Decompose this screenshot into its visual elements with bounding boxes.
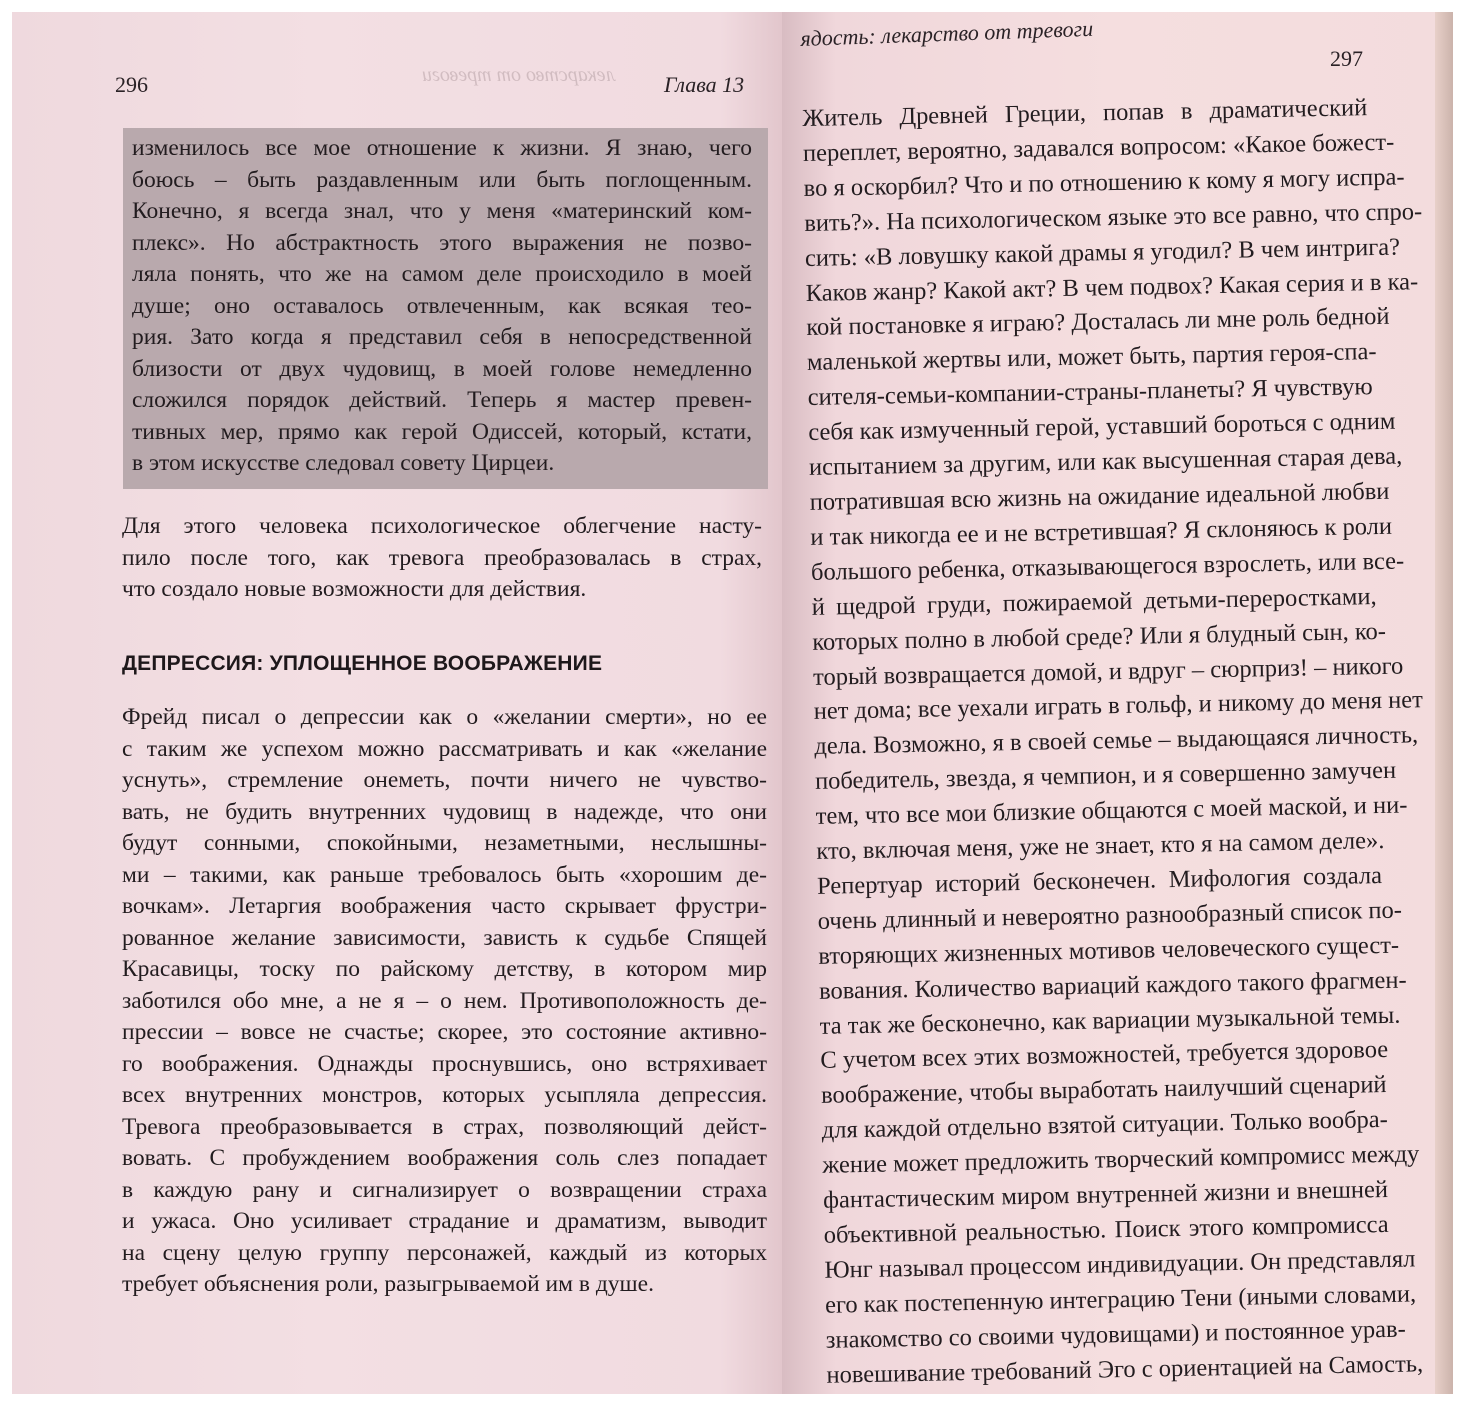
text-line: во я оскорбил? Что и по отношению к кому я могу испра-: [803, 163, 1405, 202]
text-line: та так же бесконечно, как вариации музыкальной темы.: [819, 1001, 1401, 1040]
text-line: боюсь – быть раздавленным или быть поглощенным.: [132, 166, 752, 193]
text-line: знакомство со своими чудовищами) и постоянное урав-: [825, 1315, 1406, 1354]
quote-text: [132, 133, 752, 480]
text-line: рованное желание зависимости, зависть к судьбе Спящей: [122, 924, 767, 951]
text-line: Житель Древней Греции, попав в драматический: [802, 94, 1368, 132]
text-line: которых полно в любой среде? Или я блудный сын, ко-: [812, 617, 1387, 656]
text-line: близости от двух чудовищ, в моей голове немедленно: [132, 355, 752, 382]
text-line: очень длинный и невероятно разнообразный список по-: [817, 896, 1403, 935]
text-line: на сцену целую группу персонажей, каждый из которых: [122, 1239, 767, 1266]
text-line: в каждую рану и сигнализирует о возвращении страха: [122, 1176, 767, 1203]
bleed-through-text: лекарство от тревоги: [422, 64, 615, 86]
text-line: ляла понять, что же на самом деле происходило в моей: [132, 261, 752, 287]
text-line: всех внутренних монстров, которых усыпляла депрессия.: [122, 1082, 767, 1108]
text-line: плекс». Но абстрактность этого выражения не позво-: [132, 229, 752, 256]
section-heading: ДЕПРЕССИЯ: УПЛОЩЕННОЕ ВООБРАЖЕНИЕ: [122, 652, 603, 675]
left-page-number: 296: [115, 72, 148, 97]
text-line: требует объяснения роли, разыгрываемой им в душе.: [122, 1271, 654, 1297]
text-line: Конечно, я всегда знал, что у меня «материнский ком-: [132, 198, 752, 224]
text-line: тем, что все мои близкие общаются с моей маской, и ни-: [815, 791, 1408, 830]
text-line: будут сонными, спокойными, незаметными, неслышны-: [122, 830, 767, 856]
text-line: вить?». На психологическом языке это все равно, что спро-: [804, 197, 1423, 237]
text-line: в этом искусстве следовал совету Цирцеи.: [132, 450, 555, 476]
text-line: и ужаса. Оно усиливает страдание и драматизм, выводит: [122, 1208, 767, 1234]
text-line: сить: «В ловушку какой драмы я угодил? В чем интрига?: [804, 233, 1401, 272]
text-line: его как постепенную интеграцию Тени (иными словами,: [824, 1280, 1417, 1319]
text-line: вования. Количество вариаций каждого такого фрагмен-: [818, 966, 1407, 1005]
text-line: й щедрой груди, пожираемой детьми-переростками,: [811, 582, 1377, 621]
text-line: вторяющих жизненных мотивов человеческого сущест-: [818, 931, 1400, 970]
text-line: потратившая всю жизнь на ожидание идеальной любви: [809, 477, 1390, 516]
text-line: что создало новые возможности для действия.: [122, 576, 587, 602]
text-line: Тревога преобразовывается в страх, позволяющий дейст-: [122, 1113, 767, 1140]
text-line: для каждой отдельно взятой ситуации. Только вообра-: [821, 1106, 1389, 1145]
text-line: го воображения. Однажды проснувшись, оно встряхивает: [122, 1050, 767, 1077]
text-line: ми – такими, как раньше требовалось быть «хорошим де-: [122, 861, 767, 888]
text-line: большого ребенка, отказывающегося взрослеть, или все-: [810, 547, 1405, 586]
text-line: С учетом всех этих возможностей, требуется здоровое: [820, 1036, 1389, 1075]
left-body-text: [122, 702, 767, 1301]
text-line: и так никогда ее и не встретившая? Я склоняюсь к роли: [810, 512, 1393, 551]
right-body-text: [802, 91, 1424, 1393]
text-line: Для этого человека психологическое облегчение насту-: [122, 513, 762, 539]
text-line: фантастическим миром внутренней жизни и внешней: [822, 1176, 1389, 1214]
text-line: рия. Зато когда я представил себя в непосредственной: [132, 324, 752, 350]
text-line: торый возвращается домой, и вдруг – сюрприз! – никого: [812, 652, 1404, 691]
text-line: вочкам». Летаргия воображения часто скрывает фрустри-: [122, 893, 767, 919]
text-line: кой постановке я играю? Досталась ли мне роль бедной: [806, 303, 1390, 342]
text-line: себя как измученный герой, уставший бороться с одним: [808, 407, 1396, 447]
left-running-head: Глава 13: [664, 72, 745, 97]
text-line: изменилось все мое отношение к жизни. Я знаю, чего: [132, 135, 752, 161]
right-page-number: 297: [1330, 46, 1363, 71]
text-line: сителя-семьи-компании-страны-планеты? Я чувствую: [807, 373, 1373, 412]
text-line: душе; оно оставалось отвлеченным, как всякая тео-: [132, 292, 752, 319]
right-running-head: ядость: лекарство от тревоги: [800, 15, 1094, 51]
text-line: маленькой жертвы или, может быть, партия героя-спа-: [806, 338, 1377, 377]
text-line: воображение, чтобы выработать наилучший сценарий: [820, 1071, 1387, 1110]
text-line: кто, включая меня, уже не знает, кто я на самом деле».: [816, 826, 1385, 865]
text-line: тивных мер, прямо как герой Одиссей, который, кстати,: [132, 418, 752, 445]
page-edge: [1435, 12, 1453, 1394]
text-line: пило после того, как тревога преобразовалась в страх,: [122, 544, 762, 571]
text-line: вать, не будить внутренних чудовищ в надежде, что они: [122, 798, 767, 825]
text-line: Репертуар историй бесконечен. Мифология создала: [816, 861, 1383, 900]
text-line: сложился порядок действий. Теперь я мастер превен-: [132, 387, 752, 413]
left-page: [12, 12, 782, 1394]
text-line: заботился обо мне, а не я – о нем. Противоположность де-: [122, 987, 767, 1014]
text-line: нет дома; все уехали играть в гольф, и никому до меня нет: [813, 686, 1424, 726]
text-line: с таким же успехом можно рассматривать и как «желание: [122, 735, 767, 762]
text-line: вовать. С пробуждением воображения соль слез попадает: [122, 1145, 767, 1171]
text-line: переплет, вероятно, задавался вопросом: «Какое божест-: [802, 128, 1395, 167]
text-line: Красавицы, тоску по райскому детству, в котором мир: [122, 956, 767, 982]
text-line: жение может предложить творческий компромисс между: [822, 1140, 1420, 1179]
text-line: Каков жанр? Какой акт? В чем подвох? Какая серия и в ка-: [805, 267, 1419, 307]
text-line: новешивание требований Эго с ориентацией на Самость,: [826, 1349, 1424, 1389]
text-line: Юнг называл процессом индивидуации. Он представлял: [824, 1245, 1416, 1284]
text-line: испытанием за другим, или как высушенная старая дева,: [808, 442, 1403, 481]
text-line: уснуть», стремление онеметь, почти ничего не чувство-: [122, 767, 767, 793]
text-line: победитель, звезда, я чемпион, и я совершенно замучен: [814, 756, 1397, 796]
text-line: прессии – вовсе не счастье; скорее, это состояние активно-: [122, 1019, 767, 1045]
left-paragraph: [122, 511, 762, 606]
text-line: дела. Возможно, я в своей семье – выдающаяся личность,: [814, 721, 1419, 761]
book-spread-photo: [12, 12, 1453, 1394]
text-line: объективной реальностью. Поиск этого компромисса: [823, 1210, 1389, 1249]
text-line: Фрейд писал о депрессии как о «желании смерти», но ее: [122, 704, 767, 730]
